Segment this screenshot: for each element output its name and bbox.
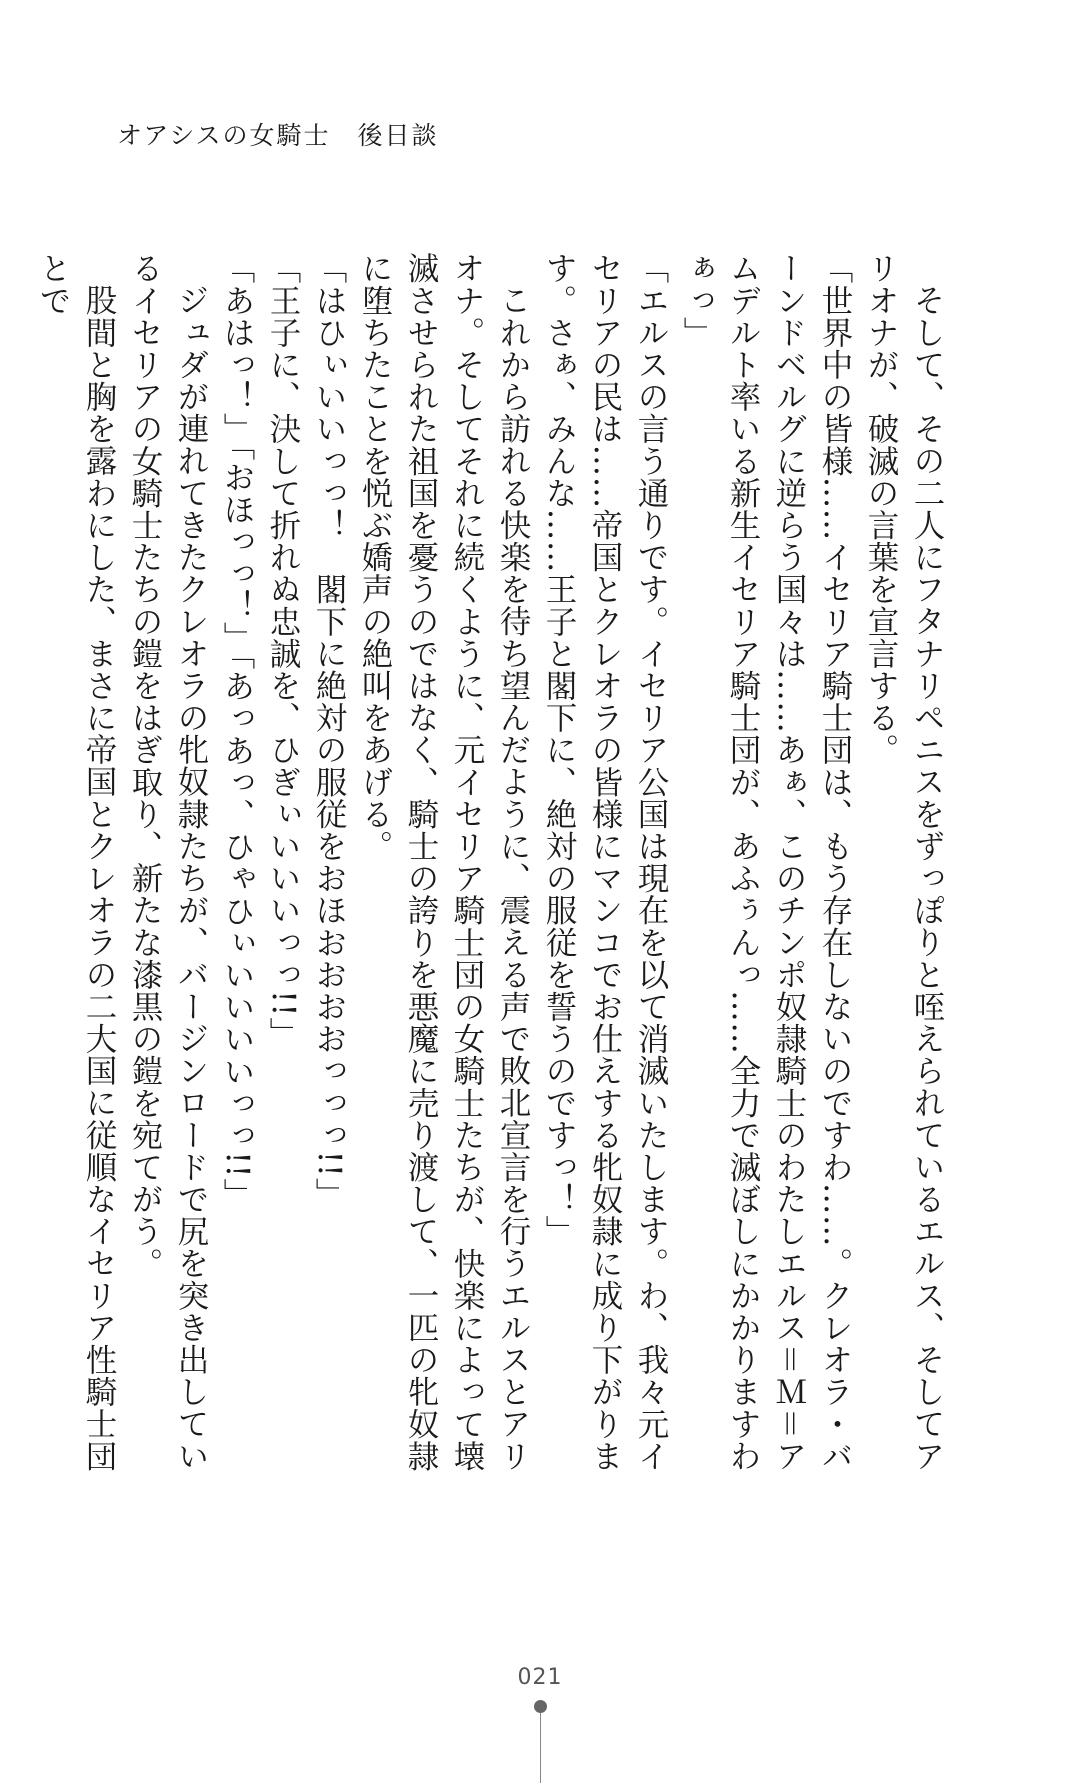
page-marker-line xyxy=(540,1713,541,1783)
page-marker-dot xyxy=(534,1700,547,1713)
paragraph-knight-shout-1: 「はひぃいいっっ！ 閣下に絶対の服従をおほおおおおっっっ!!」 xyxy=(311,252,347,1210)
paragraph-narration-continued: 股間と胸を露わにした、まさに帝国とクレオラの二大国に従順なイセリア性騎士団とで xyxy=(35,252,117,1472)
running-header: オアシスの女騎士 後日談 xyxy=(117,121,439,150)
page-footer xyxy=(0,1665,1080,1783)
paragraph-narration-armor: ジュダが連れてきたクレオラの牝奴隷たちが、バージンロードで尻を突き出しているイセリアの女騎士たちの鎧をはぎ取り、新たな漆黒の鎧を宛てがう。 xyxy=(127,252,209,1472)
paragraph-knight-shout-2: 「王子に、決して折れぬ忠誠を、ひぎぃいいいっっ!!」 xyxy=(265,252,301,1049)
paragraph-declaration: そして、その二人にフタナリペニスをずっぽりと咥えられているエルス、そしてアリオナが、破滅の言葉を宣言する。 xyxy=(863,252,945,1472)
page-number: 021 xyxy=(517,1665,563,1690)
novel-body xyxy=(30,252,950,1482)
paragraph-narration-surrender: これから訪れる快楽を待ち望んだように、震える声で敗北宣言を行うエルスとアリオナ。そしてそれに続くように、元イセリア騎士団の女騎士たちが、快楽によって壊滅させられた祖国を憂うのではなく、騎士の誇りを悪魔に売り渡して、一匹の牝奴隷に堕ちたことを悦ぶ嬌声の絶叫をあげる。 xyxy=(357,252,531,1472)
paragraph-knight-shout-3: 「あはっ！」「おほっっ！」「あっあっ、ひゃひぃいいいいっっ!!」 xyxy=(219,252,255,1211)
paragraph-els-speech: 「世界中の皆様……イセリア騎士団は、もう存在しないのですわ……。クレオラ・バーンドベルグに逆らう国々は……あぁ、このチンポ奴隷騎士のわたしエルス＝Ｍ＝アムデルト率いる新生イセリア騎士団が、あふぅんっ……全力で滅ぼしにかかりますわぁっ」 xyxy=(679,252,853,1472)
paragraph-ariona-speech: 「エルスの言う通りです。イセリア公国は現在を以て消滅いたします。わ、我々元イセリアの民は……帝国とクレオラの皆様にマンコでお仕えする牝奴隷に成り下がります。さぁ、みんな……王子と閣下に、絶対の服従を誓うのですっ！」 xyxy=(541,252,669,1472)
